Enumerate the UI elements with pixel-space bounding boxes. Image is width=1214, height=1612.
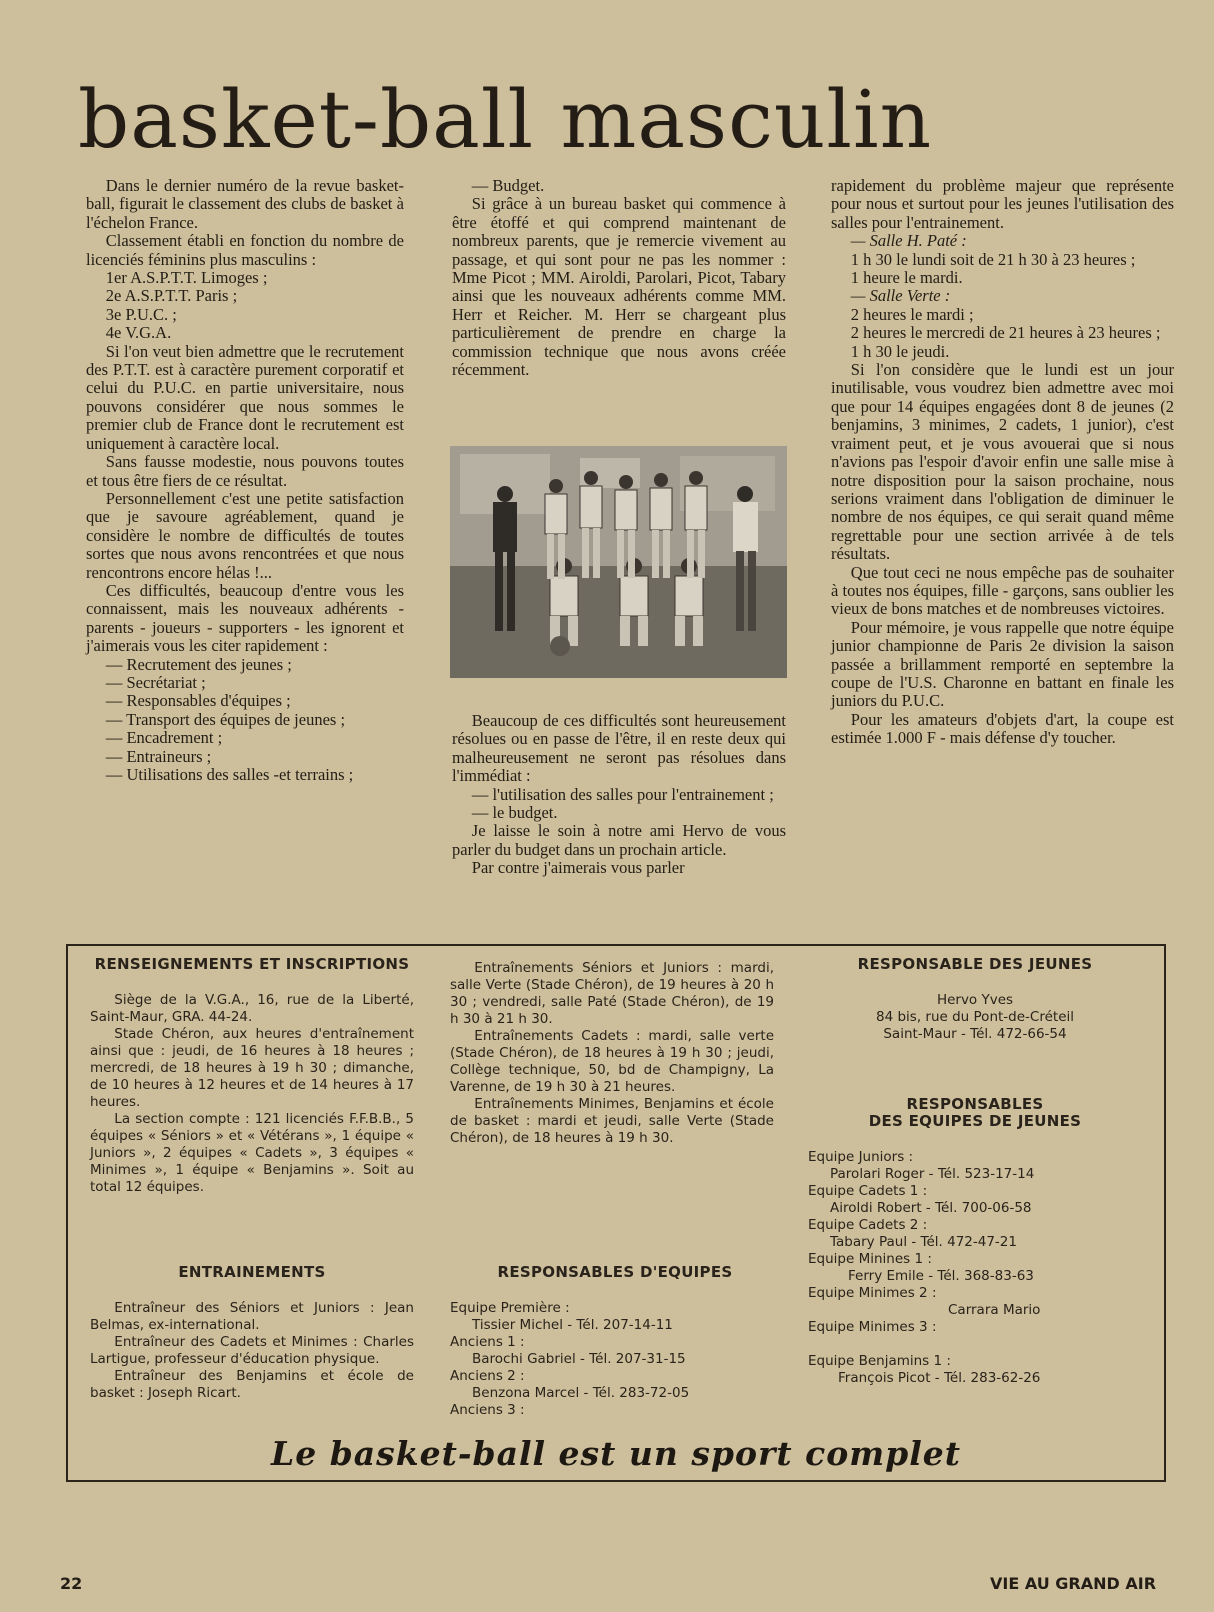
difficulty-item: — Transport des équipes de jeunes ; [105, 709, 346, 729]
schedule-line: 2 heures le mercredi de 21 heures à 23 heures ; [850, 323, 1161, 343]
team-label: Equipe Juniors : [808, 1149, 914, 1165]
team-label: Equipe Cadets 2 : [808, 1217, 928, 1233]
ranking-item: 3e P.U.C. ; [105, 304, 177, 324]
salle-heading: — Salle H. Paté : [850, 231, 967, 251]
schedule-line: 2 heures le mardi ; [850, 304, 974, 324]
ranking-item: 4e V.G.A. [105, 323, 172, 343]
team-label: Equipe Cadets 1 : [808, 1183, 928, 1199]
difficulty-item: — Responsables d'équipes ; [105, 691, 291, 711]
team-label: Equipe Minines 1 : [808, 1251, 932, 1267]
ranking-item: 1er A.S.P.T.T. Limoges ; [105, 268, 268, 288]
paragraph: Pour les amateurs d'objets d'art, la coupe est estimée 1.000 F - mais défense d'y toucher. [831, 709, 1174, 748]
info-paragraph: Entraîneur des Cadets et Minimes : Charles Lartigue, professeur d'éducation physique. [90, 1334, 414, 1367]
info-paragraph: Entraînements Cadets : mardi, salle verte (Stade Chéron), de 18 heures à 19 h 30 ; jeudi, Collège technique, 50, bd de Champigny, La Varenne, de 19 h 30 à 21 heures. [450, 1028, 774, 1095]
paragraph: Je laisse le soin à notre ami Hervo de vous parler du budget dans un prochain article. [452, 821, 786, 859]
section-heading: ENTRAINEMENTS [178, 1263, 326, 1281]
responsables-jeunes-equipes-section [808, 1096, 1142, 1387]
paragraph: Personnellement c'est une petite satisfaction que je savoure agréablement, quand je considère le nombre de difficultés de toutes sortes que nous avons rencontrées et que nous rencontrons encore hélas !... [86, 488, 404, 582]
contact-phone: Saint-Maur - Tél. 472-66-54 [883, 1026, 1067, 1042]
team-contact: Barochi Gabriel - Tél. 207-31-15 [472, 1351, 686, 1367]
team-label: Equipe Minimes 3 : [808, 1319, 937, 1335]
team-label: Anciens 3 : [450, 1402, 525, 1418]
slogan: Le basket-ball est un sport complet [271, 1434, 961, 1473]
info-paragraph: Entraîneur des Benjamins et école de basket : Joseph Ricart. [90, 1368, 414, 1401]
article-column-1 [86, 177, 404, 784]
difficulty-item: — Secrétariat ; [105, 672, 206, 692]
info-box [66, 944, 1166, 1482]
team-label: Equipe Benjamins 1 : [808, 1353, 951, 1369]
section-heading: DES EQUIPES DE JEUNES [868, 1112, 1082, 1130]
team-label: Equipe Première : [450, 1300, 570, 1316]
paragraph: Dans le dernier numéro de la revue basket-ball, figurait le classement des clubs de basket à l'échelon France. [86, 176, 404, 232]
article-column-3 [831, 177, 1174, 748]
paragraph: Si grâce à un bureau basket qui commence à être étoffé et qui comprend maintenant de nombreux parents, que je remercie vivement au passage, et qui sont pour ne pas les nommer : Mme Picot ; MM. Airoldi, Parolari, Picot, Tabary ainsi que les nouveaux adhérents comme MM. Herr et Reicher. M. Herr se chargeant plus particulièrement de prendre en charge la commission technique que nous avons créée récemment. [452, 194, 786, 380]
paragraph: Si l'on veut bien admettre que le recrutement des P.T.T. est à caractère purement corporatif et celui du P.U.C. en partie universitaire, nous pouvons considérer que nous sommes le premier club de France dont le recrutement est uniquement à caractère local. [86, 341, 404, 453]
info-paragraph: Entraîneur des Séniors et Juniors : Jean Belmas, ex-international. [90, 1300, 414, 1333]
section-heading: RESPONSABLES [906, 1095, 1044, 1113]
article-column-2-top [452, 177, 786, 379]
paragraph: — Budget. [471, 176, 545, 195]
team-contact: Airoldi Robert - Tél. 700-06-58 [830, 1200, 1032, 1216]
entrainements-section [90, 1264, 414, 1402]
paragraph: rapidement du problème majeur que représente pour nous et surtout pour les jeunes l'utilisation des salles pour l'entrainement. [831, 176, 1174, 232]
difficulty-item: — Utilisations des salles -et terrains ; [105, 765, 354, 784]
info-paragraph: La section compte : 121 licenciés F.F.B.B., 5 équipes « Séniors » et « Vétérans », 1 équipe « Juniors », 2 équipes « Cadets », 3 équipes « Minimes », 1 équipe « Benjamins ». Soit au total 12 équipes. [90, 1111, 414, 1195]
paragraph: Que tout ceci ne nous empêche pas de souhaiter à toutes nos équipes, fille - garçons, sans oublier les vieux de bons matches et de nombreuses victoires. [831, 562, 1174, 619]
responsables-equipes-section [450, 1264, 780, 1419]
schedule-line: 1 heure le mardi. [850, 268, 963, 288]
team-label: Anciens 2 : [450, 1368, 525, 1384]
info-paragraph: Entraînements Séniors et Juniors : mardi, salle Verte (Stade Chéron), de 19 heures à 20 h 30 ; vendredi, salle Paté (Stade Chéron), de 19 h 30 à 21 h 30. [450, 960, 774, 1027]
contact-address: 84 bis, rue du Pont-de-Créteil [876, 1009, 1074, 1025]
team-contact: Tabary Paul - Tél. 472-47-21 [830, 1234, 1017, 1250]
article-title: basket-ball masculin [78, 73, 933, 166]
page-number: 22 [60, 1574, 83, 1593]
team-contact: Ferry Emile - Tél. 368-83-63 [848, 1268, 1034, 1284]
renseignements-section [90, 956, 414, 1196]
team-contact: Carrara Mario [948, 1302, 1041, 1318]
section-heading: RESPONSABLE DES JEUNES [857, 955, 1093, 973]
schedule-line: 1 h 30 le lundi soit de 21 h 30 à 23 heures ; [850, 249, 1136, 269]
team-photo [450, 446, 787, 678]
paragraph: Sans fausse modestie, nous pouvons toutes et tous être fiers de ce résultat. [86, 452, 404, 490]
responsable-jeunes-section [808, 956, 1142, 1043]
paragraph: Pour mémoire, je vous rappelle que notre équipe junior championne de Paris 2e division la saison passée a brillamment remporté en septembre la coupe de l'U.S. Charonne en battant en finale les juniors du P.U.C. [831, 617, 1174, 711]
section-heading: RESPONSABLES D'EQUIPES [497, 1263, 733, 1281]
team-label: Anciens 1 : [450, 1334, 525, 1350]
paragraph: Par contre j'aimerais vous parler [471, 858, 685, 878]
ranking-item: 2e A.S.P.T.T. Paris ; [105, 286, 238, 306]
salle-heading: — Salle Verte : [850, 286, 951, 306]
problem-item: — le budget. [471, 803, 558, 823]
paragraph: Beaucoup de ces difficultés sont heureusement résolues ou en passe de l'être, il en reste deux qui malheureusement ne seront pas résolues dans l'immédiat : [452, 711, 786, 786]
difficulty-item: — Encadrement ; [105, 728, 223, 748]
difficulty-item: — Recrutement des jeunes ; [105, 654, 292, 674]
team-contact: François Picot - Tél. 283-62-26 [838, 1370, 1041, 1386]
difficulty-item: — Entraineurs ; [105, 746, 212, 766]
paragraph: Si l'on considère que le lundi est un jour inutilisable, vous voudrez bien admettre avec moi que pour 14 équipes engagées dont 8 de jeunes (2 benjamins, 3 minimes, 2 cadets, 1 junior), c'est vraiment peut, et je vous avouerai que si nous n'avions pas l'espoir d'avoir enfin une salle mise à notre disposition pour la saison prochaine, nous serions vraiment dans l'obligation de diminuer le nombre de nos équipes, ce qui serait quand même regrettable pour une section arrivée à de tels résultats. [831, 360, 1174, 564]
problem-item: — l'utilisation des salles pour l'entrainement ; [471, 784, 774, 804]
team-contact: Parolari Roger - Tél. 523-17-14 [830, 1166, 1035, 1182]
contact-name: Hervo Yves [936, 992, 1014, 1008]
training-schedule-section [450, 960, 774, 1147]
info-paragraph: Entraînements Minimes, Benjamins et école de basket : mardi et jeudi, salle Verte (Stade Chéron), de 18 heures à 19 h 30. [450, 1096, 774, 1146]
schedule-line: 1 h 30 le jeudi. [850, 341, 950, 361]
paragraph: Classement établi en fonction du nombre de licenciés féminins plus masculins : [86, 231, 404, 269]
paragraph: Ces difficultés, beaucoup d'entre vous les connaissent, mais les nouveaux adhérents - parents - joueurs - supporters - les ignorent et j'aimerais vous les citer rapidement : [86, 580, 404, 656]
team-contact: Benzona Marcel - Tél. 283-72-05 [472, 1385, 690, 1401]
magazine-name: VIE AU GRAND AIR [990, 1574, 1157, 1593]
team-contact: Tissier Michel - Tél. 207-14-11 [472, 1317, 673, 1333]
team-label: Equipe Minimes 2 : [808, 1285, 937, 1301]
info-paragraph: Siège de la V.G.A., 16, rue de la Liberté, Saint-Maur, GRA. 44-24. [90, 992, 414, 1025]
section-heading: RENSEIGNEMENTS ET INSCRIPTIONS [94, 955, 410, 973]
info-paragraph: Stade Chéron, aux heures d'entraînement ainsi que : jeudi, de 16 heures à 18 heures ; mercredi, de 18 heures à 19 h 30 ; dimanche, de 10 heures à 12 heures et de 14 heures à 17 heures. [90, 1026, 414, 1110]
article-column-2-bottom [452, 712, 786, 878]
